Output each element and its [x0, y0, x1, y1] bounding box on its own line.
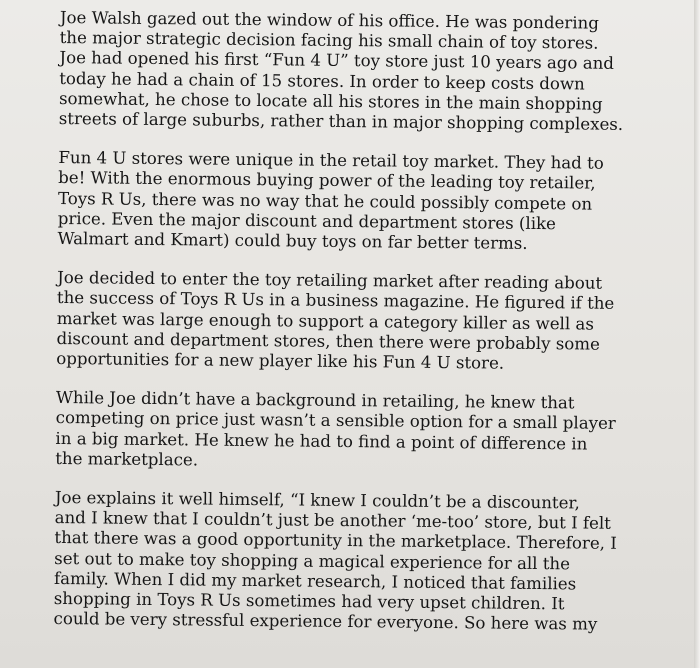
- text-line: and I knew that I couldn’t just be another ‘me-too’ store, but I felt: [54, 508, 611, 534]
- text-line: Joe decided to enter the toy retailing market after reading about: [57, 268, 603, 293]
- text-line: Toys R Us, there was no way that he could possibly compete on: [57, 188, 593, 214]
- text-line: the marketplace.: [55, 448, 199, 470]
- text-line: today he had a chain of 15 stores. In order to keep costs down: [59, 68, 585, 94]
- paragraph-5: [53, 488, 617, 635]
- text-line: discount and department stores, then there were probably some: [56, 328, 600, 354]
- text-line: be! With the enormous buying power of the leading toy retailer,: [58, 168, 596, 194]
- text-line: While Joe didn’t have a background in retailing, he knew that: [55, 388, 575, 413]
- paragraph-4: [55, 388, 616, 475]
- document-page: [53, 8, 624, 654]
- text-line: streets of large suburbs, rather than in major shopping complexes.: [58, 109, 624, 134]
- text-line: the success of Toys R Us in a business magazine. He figured if the: [56, 288, 615, 314]
- paragraph-1: [58, 8, 624, 135]
- text-line: that there was a good opportunity in the marketplace. Therefore, I: [54, 528, 617, 554]
- text-line: Fun 4 U stores were unique in the retail toy market. They had to: [58, 148, 604, 173]
- text-line: Joe Walsh gazed out the window of his office. He was pondering: [59, 8, 600, 33]
- text-line: price. Even the major discount and department stores (like: [57, 208, 557, 234]
- text-line: the major strategic decision facing his small chain of toy stores.: [59, 28, 599, 53]
- paragraph-3: [56, 268, 617, 375]
- page-edge: [694, 0, 700, 668]
- text-line: family. When I did my market research, I noticed that families: [53, 568, 577, 594]
- text-line: Joe had opened his first “Fun 4 U” toy store just 10 years ago and: [59, 48, 615, 74]
- text-line: Joe explains it well himself, “I knew I couldn’t be a discounter,: [54, 488, 580, 513]
- text-line: opportunities for a new player like his Fun 4 U store.: [56, 349, 505, 373]
- text-line: could be very stressful experience for everyone. So here was my: [53, 609, 598, 634]
- text-line: competing on price just wasn’t a sensible option for a small player: [55, 408, 616, 434]
- text-line: somewhat, he chose to locate all his stores in the main shopping: [58, 88, 603, 114]
- text-line: set out to make toy shopping a magical experience for all the: [54, 548, 571, 574]
- text-line: in a big market. He knew he had to find a point of difference in: [55, 428, 588, 454]
- text-line: shopping in Toys R Us sometimes had very upset children. It: [53, 589, 565, 614]
- text-line: Walmart and Kmart) could buy toys on far better terms.: [57, 229, 528, 253]
- paragraph-2: [57, 148, 618, 255]
- text-line: market was large enough to support a category killer as well as: [56, 308, 595, 334]
